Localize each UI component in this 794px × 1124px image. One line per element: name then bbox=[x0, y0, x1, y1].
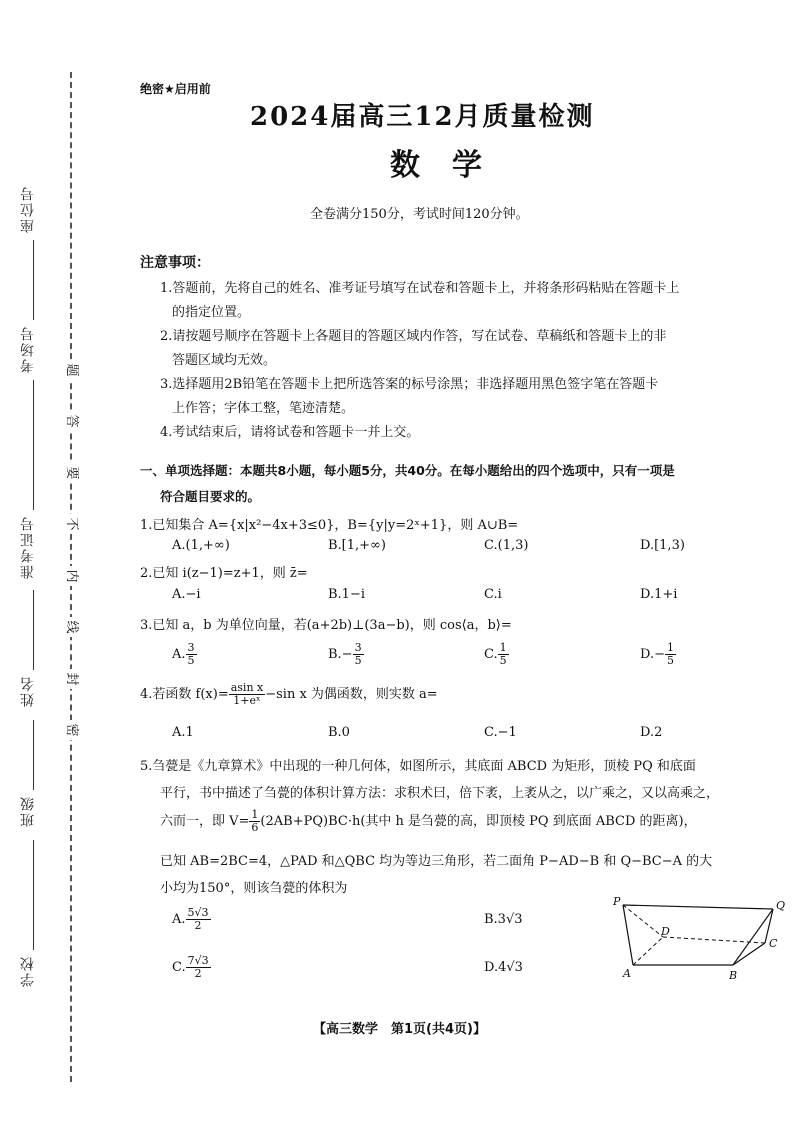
admission-number-label: 准考证号 bbox=[20, 515, 36, 579]
q3-option-b-label: B.− bbox=[328, 647, 353, 662]
q5-option-a bbox=[172, 907, 211, 932]
vertex-label-d: D bbox=[661, 925, 670, 938]
question-2-stem: 2.已知 i(z−1)=z+1，则 z̄= bbox=[140, 566, 308, 581]
fraction-numerator: asin x bbox=[230, 681, 264, 694]
q3-option-c-label: C. bbox=[484, 647, 498, 662]
q1-option-a: A.(1,+∞) bbox=[172, 538, 230, 553]
seal-char: 答 bbox=[61, 411, 81, 431]
seal-char: 封 bbox=[61, 669, 81, 689]
fraction-denominator: 5 bbox=[666, 654, 674, 667]
question-4-stem bbox=[140, 682, 438, 707]
note-line: 4.考试结束后，请将试卷和答题卡一并上交。 bbox=[160, 425, 420, 440]
note-line: 3.选择题用2B铅笔在答题卡上把所选答案的标号涂黑；非选择题用黑色签字笔在答题卡 bbox=[160, 377, 659, 392]
fraction bbox=[186, 955, 211, 980]
question-5-line: 小均为150°，则该刍甍的体积为 bbox=[160, 881, 348, 896]
seal-char: 要 bbox=[61, 463, 81, 483]
fraction-numerator: 1 bbox=[499, 641, 507, 654]
note-line: 的指定位置。 bbox=[172, 305, 251, 320]
note-line: 2.请按题号顺序在答题卡上各题目的答题区域内作答，写在试卷、草稿纸和答题卡上的非 bbox=[160, 329, 667, 344]
q5-option-c bbox=[172, 955, 211, 980]
question-5-line: 5.刍甍是《九章算术》中出现的一种几何体，如图所示，其底面 ABCD 为矩形，顶棱 PQ 和底面 bbox=[140, 759, 696, 774]
q2-option-d: D.1+i bbox=[640, 587, 678, 602]
q4-option-b: B.0 bbox=[328, 725, 350, 740]
q3-option-a bbox=[172, 642, 197, 667]
fraction bbox=[186, 642, 197, 667]
q3-option-b bbox=[328, 642, 364, 667]
seal-char: 内 bbox=[61, 566, 81, 586]
fraction bbox=[249, 809, 260, 834]
class-line bbox=[33, 840, 34, 950]
fraction-numerator: 3 bbox=[187, 641, 195, 654]
admission-number-line bbox=[33, 590, 34, 670]
edge-pd bbox=[623, 905, 663, 937]
school-label: 学校 bbox=[20, 955, 36, 987]
q4-stem-part-a: 4.若函数 f(x)= bbox=[140, 687, 229, 702]
q4-option-a: A.1 bbox=[172, 725, 194, 740]
fraction-denominator: 2 bbox=[194, 919, 202, 932]
q4-stem-part-b: −sin x 为偶函数，则实数 a= bbox=[265, 687, 438, 702]
fraction-denominator: 5 bbox=[499, 654, 507, 667]
chumeng-figure bbox=[605, 895, 790, 985]
student-name-label: 姓名 bbox=[20, 675, 36, 707]
seal-char: 不 bbox=[61, 514, 81, 534]
notes-heading: 注意事项： bbox=[140, 255, 210, 271]
seal-text-column bbox=[60, 360, 82, 740]
q2-option-b: B.1−i bbox=[328, 587, 366, 602]
q5-option-d: D.4√3 bbox=[484, 960, 523, 975]
section-heading-cont: 符合题目要求的。 bbox=[160, 489, 261, 504]
q3-option-c bbox=[484, 642, 509, 667]
edge-pa bbox=[623, 905, 633, 965]
q4-option-d: D.2 bbox=[640, 725, 663, 740]
exam-room-label: 考场号 bbox=[20, 325, 36, 373]
section-heading: 一、单项选择题：本题共8小题，每小题5分，共40分。在每小题给出的四个选项中，只有一项是 bbox=[140, 463, 675, 478]
q5-option-c-label: C. bbox=[172, 960, 186, 975]
q3-option-d-label: D.− bbox=[640, 647, 665, 662]
fraction-denominator: 6 bbox=[251, 821, 259, 834]
vertex-label-c: C bbox=[769, 937, 778, 950]
vertex-label-q: Q bbox=[776, 899, 786, 912]
exam-title: 2024届高三12月质量检测 bbox=[250, 102, 595, 132]
fraction bbox=[665, 642, 676, 667]
vertex-label-b: B bbox=[729, 969, 738, 982]
question-5-line bbox=[160, 809, 697, 834]
exam-info: 全卷满分150分，考试时间120分钟。 bbox=[310, 207, 529, 222]
fraction-numerator: 1 bbox=[251, 808, 259, 821]
student-name-line bbox=[33, 720, 34, 790]
edge-dc bbox=[663, 937, 765, 943]
edge-ad bbox=[633, 937, 663, 965]
q1-option-d: D.[1,3) bbox=[640, 538, 685, 553]
q3-option-a-label: A. bbox=[172, 647, 186, 662]
fraction bbox=[353, 642, 364, 667]
vertex-label-p: P bbox=[613, 895, 621, 908]
q5-formula-prefix: 六而一，即 V= bbox=[160, 814, 250, 829]
q2-option-c: C.i bbox=[484, 587, 502, 602]
edge-bc bbox=[733, 943, 765, 965]
note-line: 上作答；字体工整，笔迹清楚。 bbox=[172, 401, 355, 416]
fraction bbox=[186, 907, 211, 932]
question-5-line: 已知 AB=2BC=4，△PAD 和△QBC 均为等边三角形，若二面角 P−AD−B 和 Q−BC−A 的大 bbox=[160, 854, 713, 869]
fraction bbox=[498, 642, 509, 667]
q5-option-b: B.3√3 bbox=[484, 912, 523, 927]
question-1-stem: 1.已知集合 A={x|x²−4x+3≤0}，B={y|y=2ˣ+1}，则 A∪B= bbox=[140, 518, 519, 533]
q1-option-c: C.(1,3) bbox=[484, 538, 529, 553]
q1-option-b: B.[1,+∞) bbox=[328, 538, 386, 553]
page-footer: 【高三数学 第1页(共4页)】 bbox=[313, 1022, 486, 1037]
seal-char: 密 bbox=[61, 720, 81, 740]
subject-title: 数学 bbox=[390, 148, 514, 183]
fraction-denominator: 5 bbox=[354, 654, 362, 667]
fraction-denominator: 2 bbox=[194, 967, 202, 980]
fraction-numerator: 1 bbox=[666, 641, 674, 654]
question-3-stem: 3.已知 a，b 为单位向量，若(a+2b)⊥(3a−b)，则 cos⟨a，b⟩= bbox=[140, 618, 512, 633]
fraction-numerator: 5√3 bbox=[187, 906, 209, 919]
fraction-numerator: 7√3 bbox=[187, 954, 209, 967]
q4-option-c: C.−1 bbox=[484, 725, 517, 740]
fraction bbox=[229, 682, 266, 707]
fraction-numerator: 3 bbox=[354, 641, 362, 654]
exam-room-line bbox=[33, 380, 34, 510]
note-line: 1.答题前，先将自己的姓名、准考证号填写在试卷和答题卡上，并将条形码粘贴在答题卡上 bbox=[160, 281, 680, 296]
fraction-denominator: 1+eˣ bbox=[233, 694, 261, 707]
class-label: 班级 bbox=[20, 795, 36, 827]
seal-char: 线 bbox=[61, 617, 81, 637]
seat-number-line bbox=[33, 240, 34, 320]
vertex-label-a: A bbox=[623, 967, 631, 980]
edge-pq bbox=[623, 905, 773, 909]
fraction-denominator: 5 bbox=[187, 654, 195, 667]
question-5-line: 平行，书中描述了刍甍的体积计算方法：求积术曰，倍下袤，上袤从之，以广乘之，又以高乘之， bbox=[160, 786, 720, 801]
confidential-mark: 绝密★启用前 bbox=[140, 82, 211, 96]
seal-char: 题 bbox=[61, 360, 81, 380]
q5-formula-suffix: (2AB+PQ)BC·h(其中 h 是刍甍的高，即顶棱 PQ 到底面 ABCD 的距离)， bbox=[260, 814, 697, 829]
seat-number-label: 座位号 bbox=[20, 185, 36, 233]
q5-option-a-label: A. bbox=[172, 912, 186, 927]
q3-option-d bbox=[640, 642, 676, 667]
q2-option-a: A.−i bbox=[172, 587, 201, 602]
note-line: 答题区域均无效。 bbox=[172, 353, 277, 368]
